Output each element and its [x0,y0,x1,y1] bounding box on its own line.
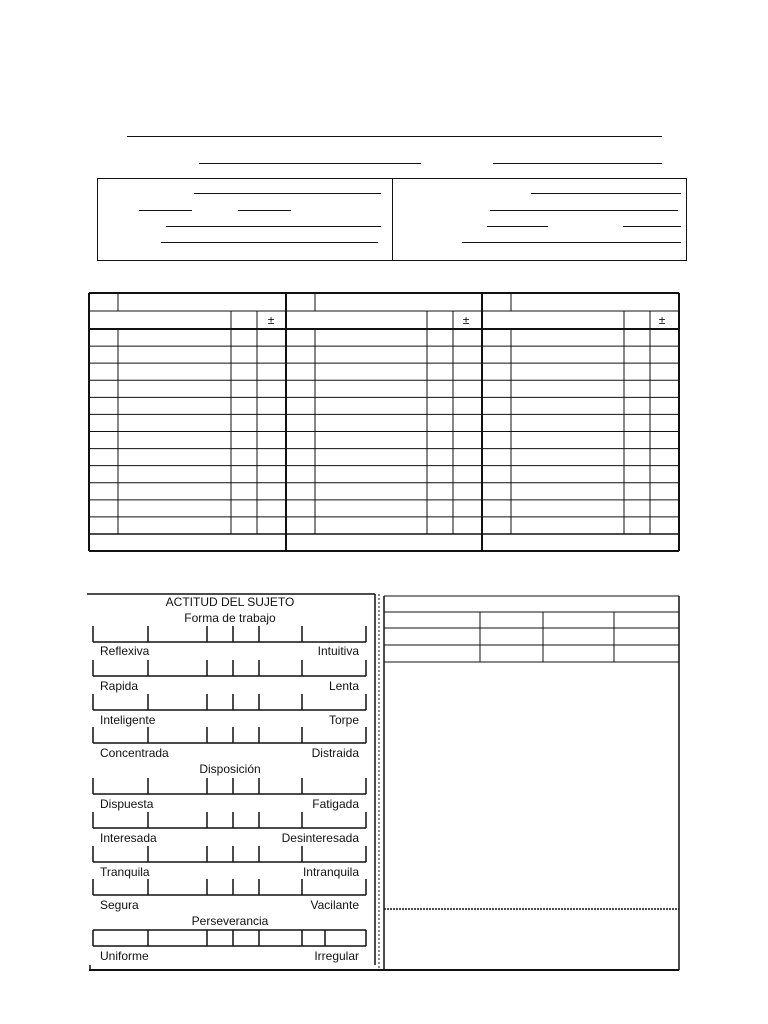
scale-label-left: Concentrada [100,746,169,760]
scale-label-left: Uniforme [100,949,149,963]
section-heading-forma: Forma de trabajo [184,611,276,625]
attitude-title: ACTITUD DEL SUJETO [165,595,295,609]
scale-label-left: Reflexiva [100,644,150,658]
scale-label-right: Desinteresada [281,831,359,845]
scale-label-right: Lenta [328,679,359,693]
scale-label-left: Tranquila [100,865,150,879]
scale-label-left: Inteligente [100,713,156,727]
scale-label-left: Segura [100,898,139,912]
scale-label-left: Rapida [100,679,139,693]
scale-label-right: Intranquila [302,865,359,879]
scale-label-left: Dispuesta [100,797,154,811]
pm-header-2: ± [462,313,470,327]
scale-label-right: Irregular [314,949,359,963]
pm-header-1: ± [267,313,275,327]
scale-label-right: Vacilante [310,898,359,912]
scale-label-right: Intuitiva [317,644,359,658]
scale-label-right: Fatigada [312,797,359,811]
scale-label-right: Torpe [328,713,359,727]
scale-label-right: Distraida [311,746,359,760]
section-heading-perseverancia: Perseverancia [191,914,269,928]
section-heading-disposicion: Disposición [199,762,261,776]
scale-label-left: Interesada [100,831,157,845]
pm-header-3: ± [658,313,666,327]
